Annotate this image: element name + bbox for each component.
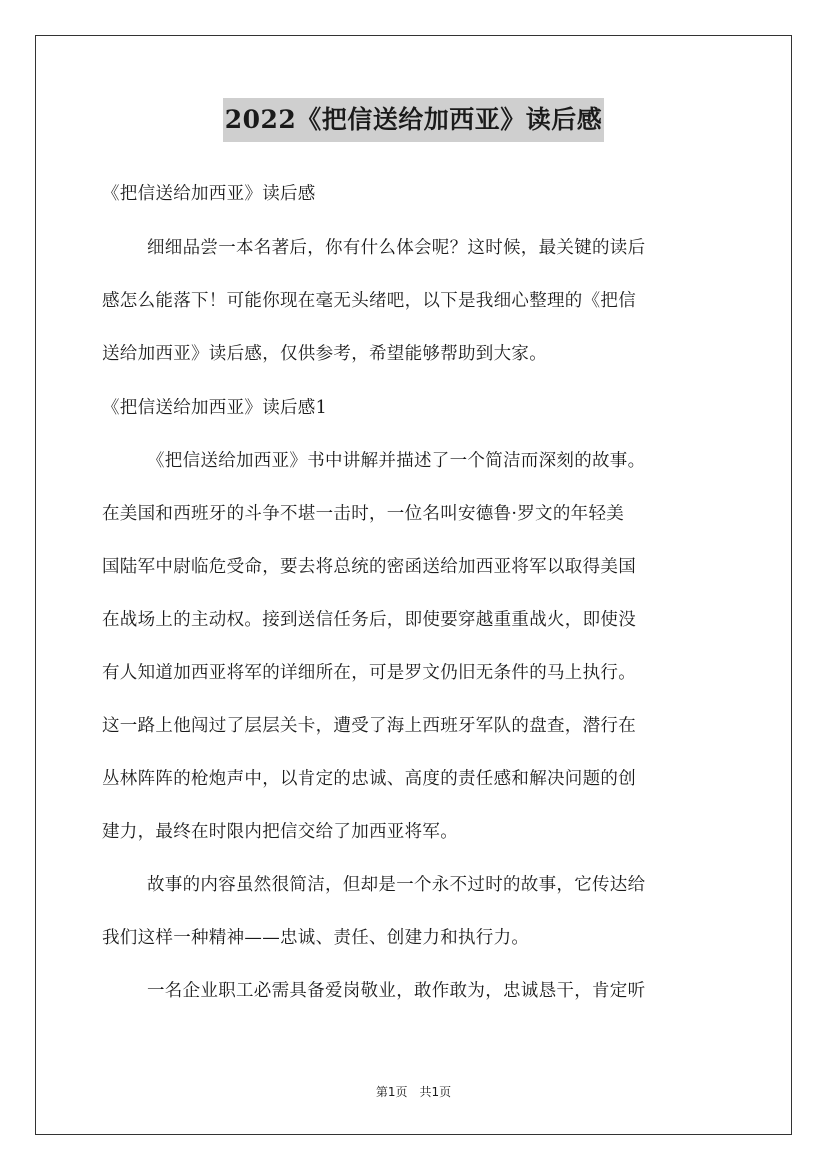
subtitle-line: 《把信送给加西亚》读后感: [102, 184, 316, 204]
body-line: 在美国和西班牙的斗争不堪一击时，一位名叫安德鲁·罗文的年轻美: [102, 504, 625, 524]
body-line: 送给加西亚》读后感，仅供参考，希望能够帮助到大家。: [102, 344, 547, 364]
section-heading: 《把信送给加西亚》读后感1: [102, 398, 328, 418]
document-title: 2022《把信送给加西亚》读后感: [223, 98, 605, 142]
body-line: 国陆军中尉临危受命，要去将总统的密函送给加西亚将军以取得美国: [102, 557, 636, 577]
body-line: 有人知道加西亚将军的详细所在，可是罗文仍旧无条件的马上执行。: [102, 663, 636, 683]
body-line: 在战场上的主动权。接到送信任务后，即使要穿越重重战火，即使没: [102, 610, 636, 630]
page-footer: 第1页 共1页: [375, 1085, 452, 1099]
body-line: 建力，最终在时限内把信交给了加西亚将军。: [102, 822, 458, 842]
body-line: 细细品尝一本名著后，你有什么体会呢？这时候，最关键的读后: [147, 238, 646, 258]
body-line: 一名企业职工必需具备爱岗敬业，敢作敢为，忠诚恳干，肯定听: [147, 981, 646, 1001]
body-line: 我们这样一种精神——忠诚、责任、创建力和执行力。: [102, 928, 530, 948]
title-wrap: [0, 98, 827, 142]
body-line: 故事的内容虽然很简洁，但却是一个永不过时的故事，它传达给: [147, 875, 646, 895]
body-line: 《把信送给加西亚》书中讲解并描述了一个简洁而深刻的故事。: [147, 451, 646, 471]
body-line: 这一路上他闯过了层层关卡，遭受了海上西班牙军队的盘查，潜行在: [102, 716, 636, 736]
body-line: 感怎么能落下！可能你现在毫无头绪吧，以下是我细心整理的《把信: [102, 291, 636, 311]
body-line: 丛林阵阵的枪炮声中，以肯定的忠诚、高度的责任感和解决问题的创: [102, 769, 636, 789]
